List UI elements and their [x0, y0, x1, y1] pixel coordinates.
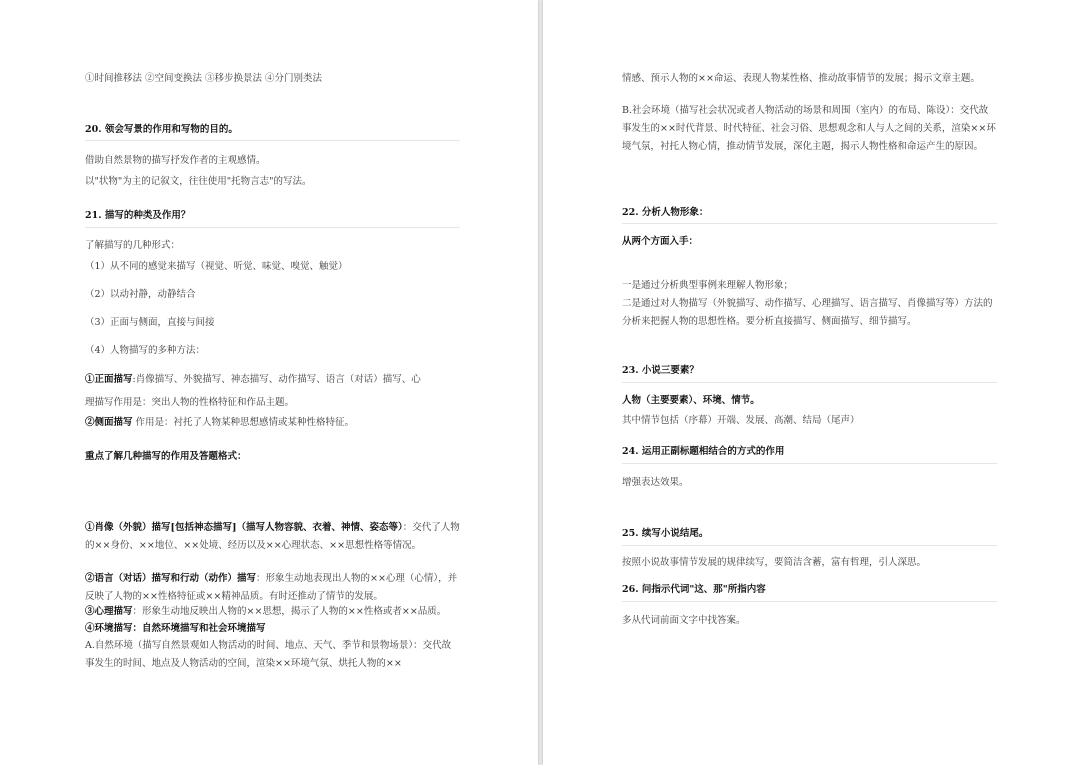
psychology-text: ：形象生动地反映出人物的××思想，揭示了人物的××性格或者××品质。	[132, 606, 447, 617]
section-22-p2: 二是通过对人物描写（外貌描写、动作描写、心理描写、语言描写、肖像描写等）方法的分析来把握人物的思想性格。要分析直接描写、侧面描写、细节描写。	[622, 298, 993, 327]
portrait-text: ：交代了人物的××身份、××地位、××处境、经历以及××心理状态、××思想性格等情况。	[85, 522, 460, 551]
section-20-p1: 借助自然景物的描写抒发作者的主观感情。	[85, 155, 266, 166]
environment-title: ④环境描写：自然环境描写和社会环境描写	[85, 623, 266, 634]
continuation-text: 情感、预示人物的××命运、表现人物某性格、推动故事情节的发展；揭示文章主题。	[622, 73, 980, 84]
section-25-title: 25. 续写小说结尾。	[622, 528, 709, 539]
section-21-intro: 了解描写的几种形式：	[85, 240, 181, 251]
psychology-label: ③心理描写	[85, 606, 133, 617]
section-25-p1: 按照小说故事情节发展的规律续写，要简洁含蓄，富有哲理，引人深思。	[622, 557, 927, 568]
side-description-label: ②侧面描写	[85, 417, 133, 428]
front-description-label: ①正面描写	[85, 374, 133, 385]
front-description-text: :肖像描写、外貌描写、神态描写、动作描写、语言（对话）描写、心	[132, 374, 421, 385]
section-20-p2: 以"状物"为主的记叙文，往往使用"托物言志"的写法。	[85, 176, 312, 187]
language-text: ：形象生动地表现出人物的××心理（心情），并反映了人物的××性格特征或××精神品质。有时还推动了情节的发展。	[85, 573, 458, 602]
section-23-p1: 其中情节包括（序幕）开端、发展、高潮、结局（尾声）	[622, 415, 860, 426]
front-description-line-2: 理描写作用是：突出人物的性格特征和作品主题。	[85, 397, 295, 408]
natural-environment: A.自然环境（描写自然景观如人物活动的时间、地点、天气、季节和景物场景）：交代故事发生的时间、地点及人物活动的空间，渲染××环境气氛、烘托人物的××	[85, 640, 452, 669]
section-21-item-2: （2）以动衬静，动静结合	[85, 289, 196, 300]
section-24-title: 24. 运用正副标题相结合的方式的作用	[622, 446, 785, 457]
section-22-sub: 从两个方面入手：	[622, 236, 699, 247]
section-21-title: 21. 描写的种类及作用？	[85, 210, 191, 221]
divider	[85, 227, 460, 228]
left-page	[0, 0, 538, 765]
section-20-title: 20. 领会写景的作用和写物的目的。	[85, 124, 238, 135]
right-page	[543, 0, 1080, 765]
divider	[622, 601, 997, 602]
section-21-item-1: （1）从不同的感觉来描写（视觉、听觉、味觉、嗅觉、触觉）	[85, 261, 348, 272]
methods-line: ①时间推移法 ②空间变换法 ③移步换景法 ④分门别类法	[85, 73, 323, 84]
portrait-label: ①肖像（外貌）描写[包括神态描写]（描写人物容貌、衣着、神情、姿态等）	[85, 522, 403, 533]
section-23-title: 23. 小说三要素？	[622, 365, 699, 376]
psychology-description	[85, 603, 460, 621]
section-21-item-3: （3）正面与侧面，直接与间接	[85, 317, 215, 328]
side-description-line	[85, 415, 354, 430]
portrait-description	[85, 519, 460, 555]
section-22-p1: 一是通过分析典型事例来理解人物形象；	[622, 280, 794, 291]
divider	[622, 382, 997, 383]
section-21-item-4: （4）人物描写的多种方法：	[85, 345, 206, 356]
side-description-text: 作用是：衬托了人物某种思想感情或某种性格特征。	[132, 417, 355, 428]
section-24-p1: 增强表达效果。	[622, 477, 689, 488]
language-description	[85, 570, 460, 606]
divider	[85, 140, 460, 141]
key-points-title: 重点了解几种描写的作用及答题格式：	[85, 451, 247, 462]
front-description-line	[85, 372, 421, 387]
divider	[622, 545, 997, 546]
divider	[622, 463, 997, 464]
divider	[622, 223, 997, 224]
section-22-title: 22. 分析人物形象：	[622, 207, 709, 218]
language-label: ②语言（对话）描写和行动（动作）描写	[85, 573, 257, 584]
section-23-sub: 人物（主要要素）、环境、情节。	[622, 395, 760, 406]
section-26-title: 26. 问指示代词"这、那"所指内容	[622, 584, 766, 595]
social-environment: B.社会环境（描写社会状况或者人物活动的场景和周围（室内）的布局、陈设）：交代故事发生的××时代背景、时代特征、社会习俗、思想观念和人与人之间的关系，渲染××环境气氛，衬托人物心情，推动情节发展，深化主题，揭示人物性格和命运产生的原因。	[622, 105, 996, 152]
section-26-p1: 多从代词前面文字中找答案。	[622, 615, 746, 626]
